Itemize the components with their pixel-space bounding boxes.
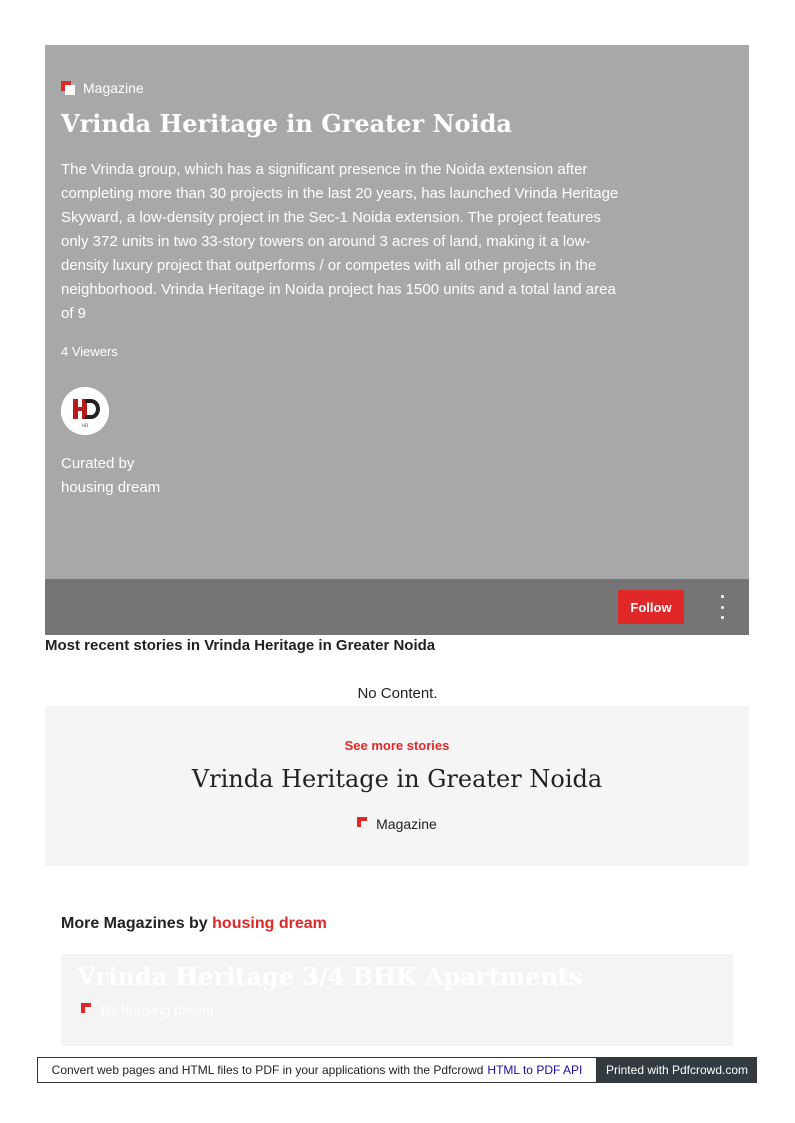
magazine-title: Vrinda Heritage in Greater Noida [61, 109, 512, 138]
more-magazines-prefix: More Magazines by [61, 915, 208, 932]
magazine-card[interactable] [61, 954, 733, 1046]
see-more-stories-link[interactable]: See more stories [344, 738, 450, 753]
magazine-type-label: Magazine [83, 80, 144, 96]
flipboard-icon [357, 817, 371, 831]
magazine-card-by: By housing dream [101, 1002, 214, 1018]
recent-stories-heading: Most recent stories in Vrinda Heritage in Greater Noida [45, 637, 436, 654]
curated-by [61, 452, 160, 500]
pdfcrowd-printed[interactable]: Printed with Pdfcrowd.com [597, 1057, 757, 1083]
pdfcrowd-footer [37, 1057, 757, 1083]
magazine-card-author [81, 1002, 214, 1018]
see-more-magazine-type [45, 816, 749, 832]
magazine-description: The Vrinda group, which has a significant presence in the Noida extension after completing more than 30 projects in the last 20 years, has launched Vrinda Heritage Skyward, a low-density project in the Sec-1 Noida extension. The project features only 372 units in two 33-story towers on around 3 acres of land, making it a low-density luxury project that outperforms / or competes with all other projects in the neighborhood. Vrinda Heritage in Noida project has 1500 units and a total land area of 9 [61, 161, 619, 322]
curator-logo [61, 387, 109, 435]
curator-avatar[interactable] [61, 387, 109, 435]
pdfcrowd-api-link[interactable]: HTML to PDF API [487, 1063, 583, 1077]
pdfcrowd-message-text: Convert web pages and HTML files to PDF in your applications with the Pdfcrowd [51, 1063, 484, 1077]
flipboard-icon [61, 81, 75, 95]
pdfcrowd-message [37, 1057, 597, 1083]
more-options-icon[interactable] [715, 595, 729, 619]
follow-button[interactable]: Follow [618, 590, 684, 624]
see-more-section [45, 706, 749, 866]
magazine-hero [45, 45, 749, 635]
more-magazines-heading [61, 915, 327, 933]
see-more-title[interactable]: Vrinda Heritage in Greater Noida [191, 765, 603, 793]
flipboard-icon [81, 1003, 95, 1017]
curator-name[interactable]: housing dream [61, 479, 161, 496]
magazine-type [61, 80, 144, 96]
viewer-count: 4 Viewers [61, 344, 118, 359]
curated-by-label: Curated by [61, 455, 135, 472]
more-magazines-owner-link[interactable]: housing dream [212, 915, 327, 932]
curator-logo-text: HD [81, 423, 89, 428]
action-bar [45, 579, 749, 635]
see-more-magazine-label: Magazine [376, 816, 437, 832]
empty-state: No Content. [357, 685, 438, 702]
magazine-card-title[interactable]: Vrinda Heritage 3/4 BHK Apartments [77, 962, 583, 991]
